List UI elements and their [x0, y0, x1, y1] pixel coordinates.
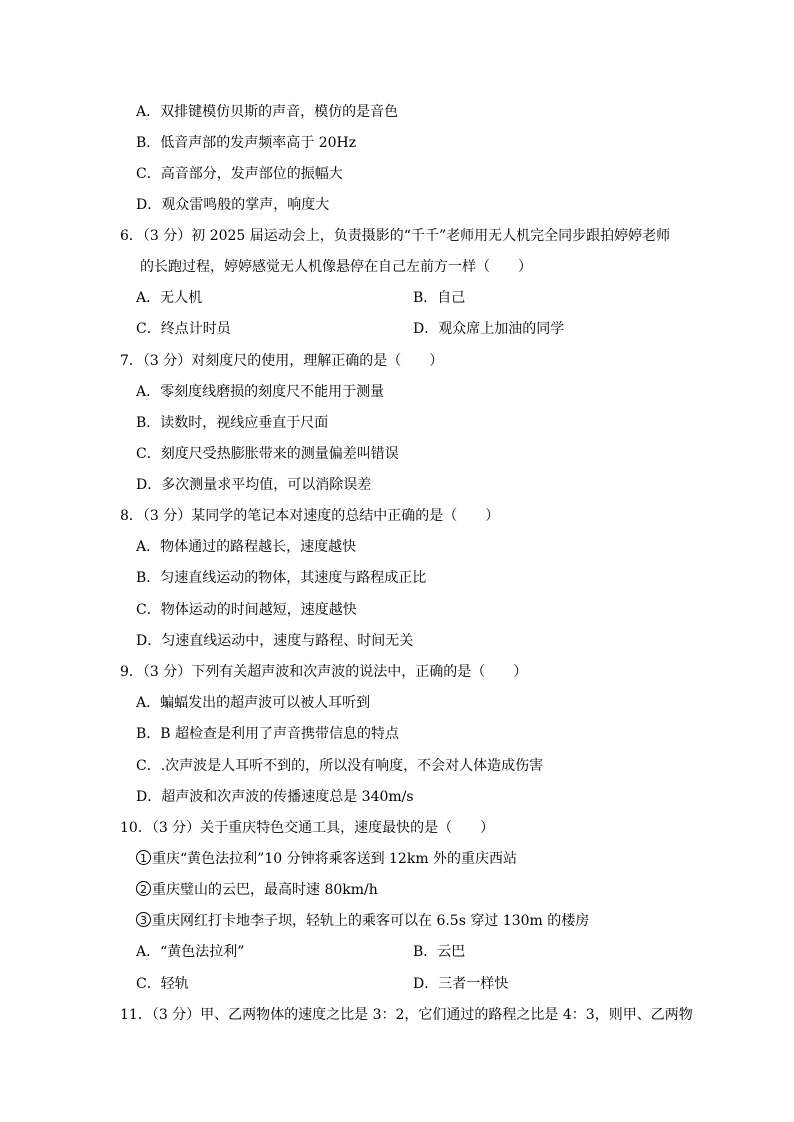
q8-option-a: A．物体通过的路程越长，速度越快: [136, 539, 357, 555]
q6-stem-line-1: 6．（3 分）初 2025 届运动会上，负责摄影的“千千”老师用无人机完全同步跟拍婷婷老师: [120, 228, 671, 244]
q10-item-text: 重庆璧山的云巴，最高时速 80km/h: [152, 882, 378, 898]
circled-number: 2: [136, 881, 151, 896]
q6-option-d: D．观众席上加油的同学: [413, 321, 565, 337]
q11-stem: 11．（3 分）甲、乙两物体的速度之比是 3：2，它们通过的路程之比是 4：3，则甲、乙两物: [120, 1007, 693, 1023]
q10-item-1: [136, 849, 517, 869]
q7-option-c: C．刻度尺受热膨胀带来的测量偏差叫错误: [136, 446, 399, 462]
q9-option-d: D．超声波和次声波的传播速度总是 340m/s: [136, 789, 414, 805]
q10-option-d: D．三者一样快: [413, 976, 509, 992]
q10-item-text: 重庆网红打卡地李子坝，轻轨上的乘客可以在 6.5s 穿过 130m 的楼房: [152, 913, 590, 929]
circled-number: 1: [136, 850, 151, 865]
q6-stem-line-2: 的长跑过程，婷婷感觉无人机像悬停在自己左前方一样（ ）: [140, 259, 532, 275]
q8-stem: 8．（3 分）某同学的笔记本对速度的总结中正确的是（ ）: [120, 508, 500, 524]
q8-option-c: C．物体运动的时间越短，速度越快: [136, 602, 357, 618]
q10-option-a: A．“黄色法拉利”: [136, 944, 245, 960]
q6-option-c: C．终点计时员: [136, 321, 231, 337]
q5-option-a: A．双排键模仿贝斯的声音，模仿的是音色: [136, 104, 399, 120]
q6-option-a: A．无人机: [136, 290, 203, 306]
q5-option-b: B．低音声部的发声频率高于 20Hz: [136, 135, 357, 151]
q5-option-c: C．高音部分，发声部位的振幅大: [136, 166, 343, 182]
q9-stem: 9．（3 分）下列有关超声波和次声波的说法中，正确的是（ ）: [120, 664, 528, 680]
q7-option-b: B．读数时，视线应垂直于尺面: [136, 415, 329, 431]
q9-option-a: A．蝙蝠发出的超声波可以被人耳听到: [136, 695, 371, 711]
q10-item-2: [136, 880, 378, 900]
q10-item-text: 重庆“黄色法拉利”10 分钟将乘客送到 12km 外的重庆西站: [152, 851, 518, 867]
q10-item-3: [136, 911, 589, 931]
q8-option-b: B．匀速直线运动的物体，其速度与路程成正比: [136, 570, 427, 586]
q8-option-d: D．匀速直线运动中，速度与路程、时间无关: [136, 633, 414, 649]
q7-stem: 7．（3 分）对刻度尺的使用，理解正确的是（ ）: [120, 353, 444, 369]
q5-option-d: D．观众雷鸣般的掌声，响度大: [136, 197, 330, 213]
circled-number: 3: [136, 912, 151, 927]
q7-option-d: D．多次测量求平均值，可以消除误差: [136, 477, 372, 493]
q10-option-b: B．云巴: [413, 944, 466, 960]
q7-option-a: A．零刻度线磨损的刻度尺不能用于测量: [136, 384, 385, 400]
q10-option-c: C．轻轨: [136, 976, 189, 992]
q10-stem: 10．（3 分）关于重庆特色交通工具，速度最快的是（ ）: [120, 820, 495, 836]
q9-option-b: B．B 超检查是利用了声音携带信息的特点: [136, 726, 400, 742]
q6-option-b: B．自己: [413, 290, 466, 306]
q9-option-c: C．.次声波是人耳听不到的，所以没有响度，不会对人体造成伤害: [136, 758, 544, 774]
